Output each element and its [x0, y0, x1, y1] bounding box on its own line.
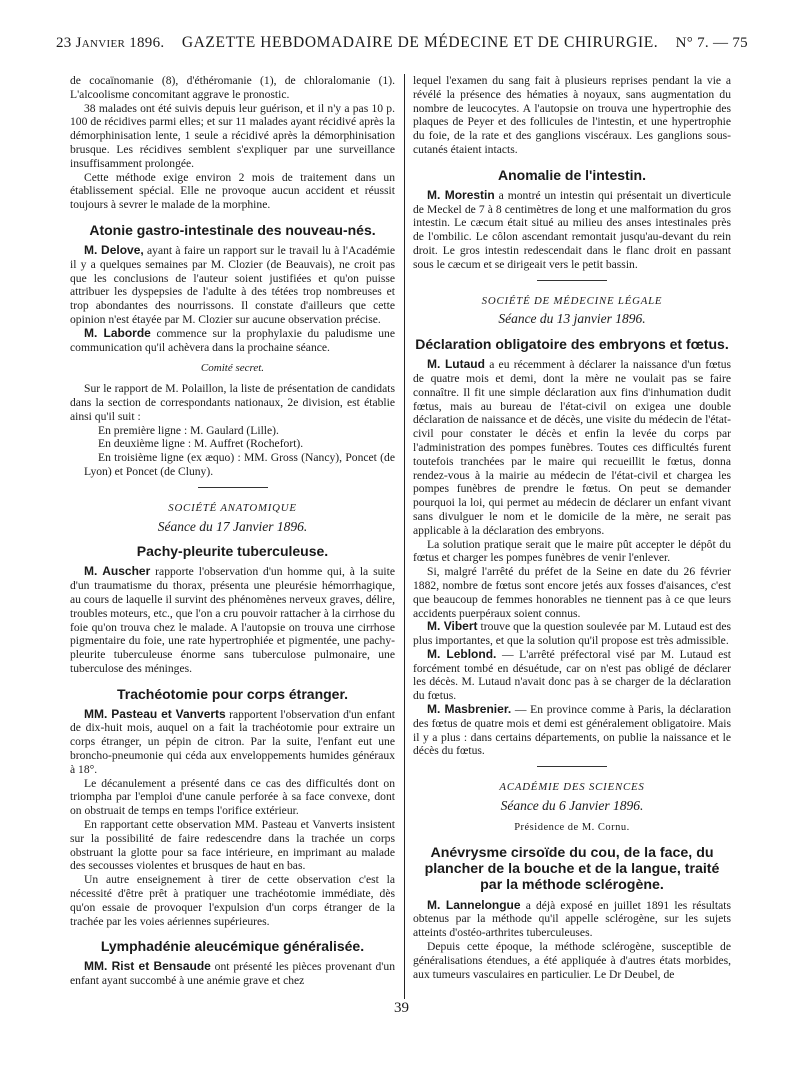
author-name: M. Masbrenier. [427, 702, 512, 717]
page-header [56, 34, 748, 56]
section-heading-anomalie: Anomalie de l'intestin. [497, 166, 647, 183]
author-name: M. Morestin [427, 187, 495, 202]
separator-rule [537, 766, 607, 767]
paragraph-text: — En province comme à Paris, la déclaration des fœtus de quatre mois et demi est généralement obligatoire. Mais il y a plus : dans certains départements, on publie la naissance et le décès du fœtus. [413, 703, 731, 758]
author-name: M. Leblond. [427, 646, 497, 661]
paragraph-text: a déjà exposé en juillet 1891 les résultats obtenus par la méthode qu'il appelle sclérogène, sur les sujets atteints d'ostéo-arthrites tuberculeuses. [413, 898, 731, 940]
author-name: M. Lutaud [427, 357, 485, 372]
paragraph [70, 244, 395, 327]
comite-label: Comité secret. [200, 362, 265, 375]
header-number: N° 7. — 75 [675, 35, 748, 51]
seance-date: Séance du 13 janvier 1896. [498, 311, 646, 327]
column-divider [404, 74, 405, 999]
paragraph-text: — L'arrêté préfectoral visé par M. Lutaud est forcément tombé en désuétude, car on n'est pas obligé de déclarer les décès. M. Lutaud n'avait donc pas à se charger de la déclaration du fœtus. [413, 647, 731, 703]
paragraph [413, 648, 731, 703]
author-name: M. Vibert [427, 619, 478, 634]
paragraph [413, 620, 731, 648]
paragraph [70, 708, 395, 777]
left-column [70, 74, 395, 988]
header-date: 23 Janvier 1896. [56, 35, 165, 51]
society-title: SOCIÉTÉ ANATOMIQUE [168, 501, 297, 514]
section-heading-anevrysme: Anévrysme cirsoïde du cou, de la face, du plancher de la bouche et de la langue, traité par la méthode sclérogène. [424, 844, 720, 893]
paragraph: La solution pratique serait que le maire pût accepter le dépôt du fœtus et charger les pompes funèbres de venir l'enlever. [413, 537, 731, 565]
separator-rule [198, 487, 268, 488]
paragraph [70, 960, 395, 988]
list-item: En deuxième ligne : M. Auffret (Rochefort). [98, 437, 304, 451]
seance-date: Séance du 17 Janvier 1896. [157, 518, 308, 534]
paragraph-text: rapporte l'observation d'un homme qui, à la suite d'un traumatisme du thorax, présenta une pleurésie hémorrhagique, au cours de laquelle il survint des phénomènes nerveux graves, délire, troubles moteurs, etc., que l'on a cru pouvoir rattacher à la cirrhose du foie qu'on trouva chez le malade. A l'autopsie on trouva une cirrhose pigmentaire du foie, une rate hypertrophiée et pigmentée, une pachy-pleurite tuberculeuse énorme sans tuberculose pulmonaire, une tuberculose des méninges. [70, 565, 395, 675]
paragraph [70, 327, 395, 355]
paragraph: En rapportant cette observation MM. Pasteau et Vanverts insistent sur la possibilité de faire redescendre dans la trachée un corps obstruant la glotte pour sa face intérieure, en imprimant au malade des secousses violentes et brusques de haut en bas. [70, 818, 395, 873]
author-name: MM. Rist et Bensaude [84, 959, 211, 974]
paragraph: lequel l'examen du sang fait à plusieurs reprises pendant la vie a révélé la présence des hématies à noyaux, sans augmentation du nombre de leucocytes. A l'autopsie on trouva une hypertrophie des plaques de Peyer et des follicules de l'intestin, et une hypertrophie du foie, de la rate et des ganglions viscéraux. Les ganglions sous-cutanés étaient intacts. [413, 74, 731, 156]
paragraph: Depuis cette époque, la méthode sclérogène, susceptible de généralisations étendues, a été appliquée à d'autres états morbides, aux tumeurs vasculaires en particulier. Le Dr Deubel, de [413, 940, 731, 981]
right-column [413, 74, 731, 981]
paragraph-text: ayant à faire un rapport sur le travail lu à l'Académie il y a quelques semaines par M. Clozier (de Beauvais), ne croit pas que les conclusions de l'auteur soient justifiées et qu'on puisse attribuer les dyspepsies de l'adulte à des tétées trop nombreuses et trop abondantes des nourrissons. Il constate d'ailleurs que cette opinion n'est étayée par M. Clozier sur aucune observation précise. [70, 243, 395, 326]
paragraph: de cocaïnomanie (8), d'éthéromanie (1), de chloralomanie (1). L'alcoolisme concomitant aggrave le pronostic. [70, 74, 395, 101]
paragraph-text: a eu récemment à déclarer la naissance d'un fœtus de quatre mois et demi, dont la mère ne voulait pas se faire connaître. Il fit une simple déclaration aux fins d'inhumation dudit fœtus, mais au bureau de l'état-civil on exigea une double déclaration de naissance et de décès, une visite du médecin de l'état-civil pour constater le décès et enfin la levée du corps par l'administration des pompes funèbres. Toutes ces difficultés furent toutefois tranchées par le maire qui recueillit le fœtus, donna rendez-vous à la mairie au médecin de l'état-civil et chargea les pompes funèbres de prendre le fœtus. On peut se demander pourquoi la loi, qui permet au médecin de déclarer un enfant vivant sans divulguer le nom et le domicile de la mère, ne serait pas applicable à la déclaration des embryons. [413, 358, 731, 537]
paragraph [413, 189, 731, 272]
author-name: MM. Pasteau et Vanverts [84, 706, 226, 721]
page-number: 39 [394, 1000, 409, 1016]
society-title: ACADÉMIE DES SCIENCES [499, 781, 645, 794]
paragraph-text: ont présenté les pièces provenant d'un enfant ayant succombé à une anémie grave et chez [70, 960, 395, 988]
paragraph-text: a montré un intestin qui présentait un diverticule de Meckel de 7 à 8 centimètres de long et une malformation du gros intestin. Le cæcum était situé au milieu des anses intestinales près de l'ombilic. Le côlon ascendant remontait jusqu'au-devant du rein droit. Le gros intestin redescendait dans le flanc droit en passant sous le cæcum et se dirigeait vers le petit bassin. [413, 188, 732, 271]
paragraph: 38 malades ont été suivis depuis leur guérison, et il n'y a pas 10 p. 100 de récidives parmi elles; et sur 11 malades ayant récidivé après la démorphinisation lente, 1 seule a récidivé après la démorphinisation brusque. Les récidives semblent s'expliquer par une surveillance insuffisamment prolongée. [70, 101, 395, 170]
paragraph: Un autre enseignement à tirer de cette observation c'est la nécessité d'être prêt à pratiquer une trachéotomie immédiate, dès qu'on essaie de provoquer l'expulsion d'un corps étranger de la trachée par les voies aériennes supérieures. [70, 873, 395, 928]
separator-rule [537, 280, 607, 281]
author-name: M. Laborde [84, 325, 151, 340]
paragraph: Sur le rapport de M. Polaillon, la liste de présentation de candidats dans la section de correspondants nationaux, 2e division, est établie ainsi qu'il suit : [70, 382, 395, 423]
section-heading-atonie: Atonie gastro-intestinale des nouveau-nés. [89, 221, 376, 238]
paragraph-text: commence sur la prophylaxie du paludisme une communication qu'il achèvera dans la prochaine séance. [70, 326, 395, 354]
author-name: M. Delove, [84, 242, 144, 257]
list-item: En troisième ligne (ex æquo) : MM. Gross (Nancy), Poncet (de Lyon) et Poncet (de Cluny). [84, 451, 395, 478]
author-name: M. Auscher [84, 564, 151, 579]
paragraph [413, 899, 731, 940]
paragraph [413, 703, 731, 758]
presidence-line: Présidence de M. Cornu. [514, 821, 630, 833]
paragraph-text: trouve que la question soulevée par M. Lutaud est des plus importantes, et que la solution qu'il propose est très admissible. [413, 620, 731, 648]
paragraph [413, 358, 731, 537]
paragraph [70, 565, 395, 675]
society-title: SOCIÉTÉ DE MÉDECINE LÉGALE [481, 294, 663, 307]
list-item: En première ligne : M. Gaulard (Lille). [98, 423, 279, 437]
paragraph: Cette méthode exige environ 2 mois de traitement dans un établissement spécial. Elle ne provoque aucun accident et réussit toujours à sevrer le malade de la morphine. [70, 170, 395, 212]
paragraph: Si, malgré l'arrêté du préfet de la Seine en date du 26 février 1882, nombre de fœtus sont encore jetés aux fosses d'aisances, c'est que beaucoup de femmes honorables ne tiennent pas à ce que leurs accidents puerpéraux soient connus. [413, 565, 731, 620]
paragraph: Le décanulement a présenté dans ce cas des difficultés dont on triompha par l'emploi d'une canule perforée à sa face convexe, dont on obstruait de temps en temps l'orifice extérieur. [70, 776, 395, 818]
section-heading-lymph: Lymphadénie aleucémique généralisée. [100, 938, 365, 955]
section-heading-pachy: Pachy-pleurite tuberculeuse. [136, 543, 329, 560]
paragraph-text: rapportent l'observation d'un enfant de dix-huit mois, auquel on a fait la trachéotomie pour extraire un corps étranger, un pépin de citron. Par la suite, l'enfant eut une broncho-pneumonie qui céda aux enveloppements humides généraux à 18°. [70, 707, 395, 776]
header-title: GAZETTE HEBDOMADAIRE DE MÉDECINE ET DE CHIRURGIE. [181, 34, 659, 51]
author-name: M. Lannelongue [427, 897, 521, 912]
section-heading-tracheo: Trachéotomie pour corps étranger. [116, 685, 349, 702]
seance-date: Séance du 6 Janvier 1896. [500, 798, 644, 814]
section-heading-declaration: Déclaration obligatoire des embryons et fœtus. [415, 336, 729, 353]
